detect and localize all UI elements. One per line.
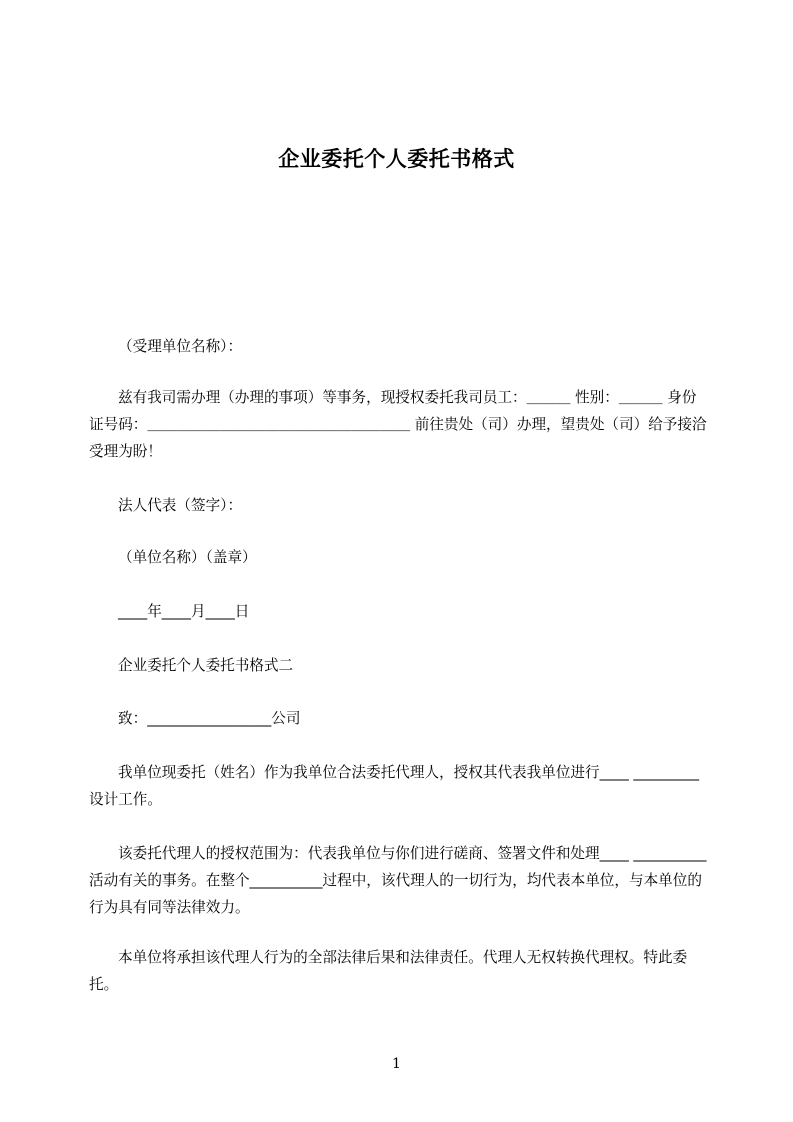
page-number: 1 bbox=[392, 1056, 401, 1072]
scope-paragraph: 该委托代理人的授权范围为：代表我单位与你们进行磋商、签署文件和处理____ __________活动有关的事务。在整个__________过程中，该代理人的一切行为，均代表本单位，与本单位的行为具有同等法律效力。 bbox=[89, 845, 707, 916]
authorization-paragraph: 兹有我司需办理（办理的事项）等事务，现授权委托我司员工：＿＿＿ 性别：＿＿＿ 身份证号码：＿＿＿＿＿＿＿＿＿＿＿＿＿＿＿＿＿＿ 前往贵处（司）办理，望贵处（司）给予接洽受理为盼！ bbox=[89, 389, 707, 460]
recipient-unit-line: （受理单位名称）： bbox=[118, 338, 243, 355]
legal-rep-signature-line: 法人代表（签字）： bbox=[118, 497, 243, 514]
unit-seal-line: （单位名称）（盖章） bbox=[118, 549, 257, 566]
liability-paragraph: 本单位将承担该代理人行为的全部法律后果和法律责任。代理人无权转换代理权。特此委托。 bbox=[89, 949, 688, 993]
addressee-line: 致：_________________公司 bbox=[118, 710, 301, 727]
section-two-heading: 企业委托个人委托书格式二 bbox=[118, 657, 294, 674]
appointment-paragraph: 我单位现委托（姓名）作为我单位合法委托代理人，授权其代表我单位进行____ _________设计工作。 bbox=[89, 764, 700, 808]
date-line: ____年____月____日 bbox=[118, 603, 250, 620]
document-title: 企业委托个人委托书格式 bbox=[278, 147, 515, 171]
